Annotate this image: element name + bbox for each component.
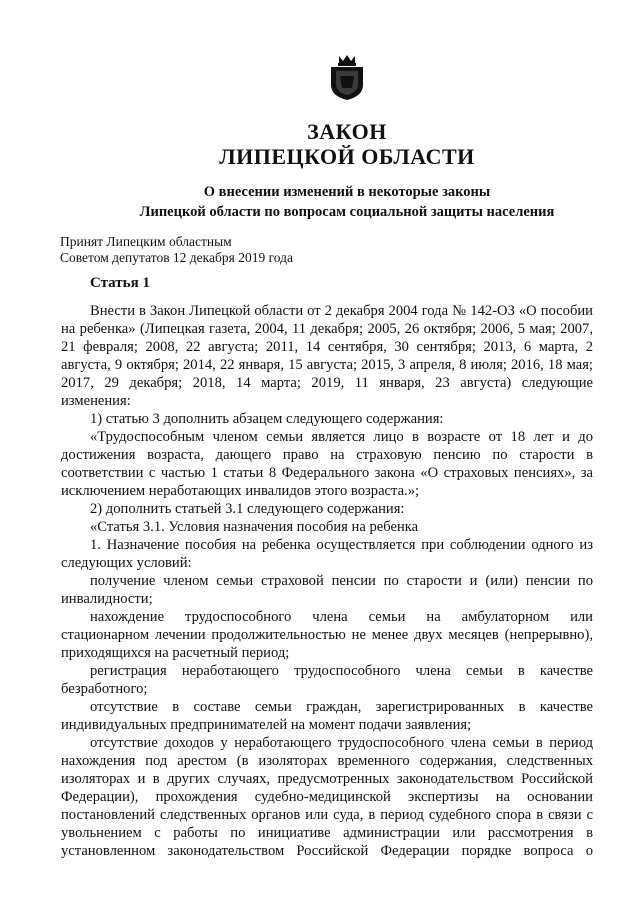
body-line: «Статья 3.1. Условия назначения пособия на ребенка xyxy=(90,519,419,535)
body-line: Федерации), прохождения судебно-медицинской экспертизы на основании xyxy=(61,789,593,805)
body-line: регистрация неработающего трудоспособного члена семьи в качестве xyxy=(90,663,593,679)
body-line: 1) статью 3 дополнить абзацем следующего содержания: xyxy=(90,411,444,427)
body-line: 2017, 29 декабря; 2018, 14 марта; 2019, 11 января, 23 августа) следующие xyxy=(61,375,593,391)
law-subtitle-line-1: О внесении изменений в некоторые законы xyxy=(203,184,491,200)
body-line: получение членом семьи страховой пенсии по старости и (или) пенсии по xyxy=(90,573,593,589)
body-line: изоляторах и в других случаях, предусмотренных законодательством Российской xyxy=(61,771,593,787)
body-line: постановлений следственных органов или суда, в период судебного спора в связи с xyxy=(61,807,593,823)
body-line: нахождения под арестом (в изоляторах временного содержания, следственных xyxy=(61,753,593,769)
body-line: индивидуальных предпринимателей на момент подачи заявления; xyxy=(61,717,472,733)
article-heading: Статья 1 xyxy=(90,275,150,291)
body-line: на ребенка» (Липецкая газета, 2004, 11 декабря; 2005, 26 октября; 2006, 5 мая; 2007, xyxy=(61,321,593,337)
body-line: следующих условий: xyxy=(61,555,192,571)
body-line: достижения возраста, дающего право на страховую пенсию по старости в xyxy=(61,447,593,463)
body-line: стационарном лечении продолжительностью не менее двух месяцев (непрерывно), xyxy=(61,627,593,643)
body-line: соответствии с частью 1 статьи 8 Федерального закона «О страховых пенсиях», за xyxy=(61,465,593,481)
body-line: приходящихся на расчетный период; xyxy=(61,645,290,661)
body-line: 1. Назначение пособия на ребенка осуществляется при соблюдении одного из xyxy=(90,537,593,553)
body-line: 21 февраля; 2008, 22 августа; 2011, 14 сентября, 30 сентября; 2013, 6 марта, 2 xyxy=(61,339,593,355)
adoption-line-2: Советом депутатов 12 декабря 2019 года xyxy=(60,250,294,265)
body-line: изменения: xyxy=(61,393,131,409)
coat-of-arms-icon xyxy=(327,52,367,102)
body-line: безработного; xyxy=(61,681,148,697)
body-line: 2) дополнить статьей 3.1 следующего содержания: xyxy=(90,501,405,517)
body-line: установленном законодательством Российской Федерации порядке вопроса о xyxy=(61,843,593,859)
body-line: «Трудоспособным членом семьи является лицо в возрасте от 18 лет и до xyxy=(90,429,593,445)
body-line: увольнением с работы по инициативе администрации или рассмотрения в xyxy=(61,825,593,841)
law-title-line-1: ЗАКОН xyxy=(307,119,387,144)
body-line: августа, 9 октября; 2014, 22 января, 15 августа; 2015, 3 апреля, 8 июля; 2016, 18 мая; xyxy=(61,357,593,373)
law-subtitle-line-2: Липецкой области по вопросам социальной защиты населения xyxy=(139,204,555,220)
body-line: инвалидности; xyxy=(61,591,153,607)
body-line: исключением неработающих инвалидов этого возраста.»; xyxy=(61,483,420,499)
body-line: Внести в Закон Липецкой области от 2 декабря 2004 года № 142-ОЗ «О пособии xyxy=(90,303,593,319)
adoption-line-1: Принят Липецким областным xyxy=(60,234,232,249)
law-title-line-2: ЛИПЕЦКОЙ ОБЛАСТИ xyxy=(219,144,475,169)
body-line: нахождение трудоспособного члена семьи на амбулаторном или xyxy=(90,609,593,625)
body-line: отсутствие доходов у неработающего трудоспособного члена семьи в период xyxy=(90,735,593,751)
body-line: отсутствие в составе семьи граждан, зарегистрированных в качестве xyxy=(90,699,593,715)
